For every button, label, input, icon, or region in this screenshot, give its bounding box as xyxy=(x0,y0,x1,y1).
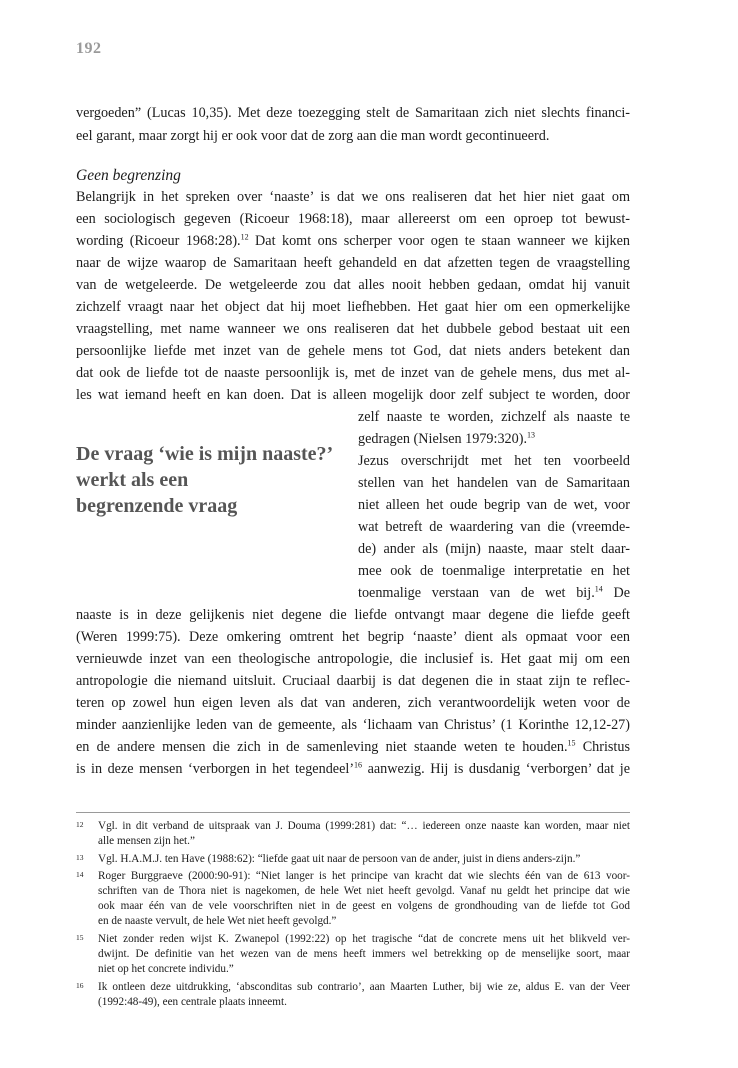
body-line: antropologie die niemand uitsluit. Cruciaal daarbij is dat degenen die in staat zijn te reflec- xyxy=(76,673,630,689)
body-text: Christus xyxy=(575,739,630,755)
pull-quote-line: De vraag ‘wie is mijn naaste?’ xyxy=(76,443,334,465)
body-line: mee ook de toenmalige interpretatie en het xyxy=(358,563,630,579)
footnote-line: Ik ontleen deze uitdrukking, ‘absconditas sub contrario’, aan Maarten Luther, bij wie ze, aldus E. van der Veer xyxy=(98,981,630,993)
footnote-divider xyxy=(76,812,630,813)
body-line: naaste is in deze gelijkenis niet degene die liefde ontvangt maar degene die liefde geeft xyxy=(76,607,630,623)
footnote-ref[interactable]: 13 xyxy=(527,430,536,440)
footnote-line: Niet zonder reden wijst K. Zwanepol (1992:22) op het tragische “dat de concrete mens uit het blikveld ver- xyxy=(98,933,630,945)
body-line xyxy=(76,231,630,251)
body-text: gedragen (Nielsen 1979:320). xyxy=(358,431,528,447)
body-line: van de wetgeleerde. De wetgeleerde zou dat alles nooit hebben gedaan, omdat hij vanuit xyxy=(76,277,630,293)
body-line: vernieuwde inzet van een theologische antropologie, die inclusief is. Het gaat mij om een xyxy=(76,651,630,667)
footnote-ref[interactable]: 12 xyxy=(240,232,249,242)
body-text: wording (Ricoeur 1968:28). xyxy=(76,233,241,249)
footnote-line: schriften van de Thora niet is nagekomen, de hele Wet niet heeft gevolgd. Vanaf nu geldt het principe dat wie xyxy=(98,885,630,897)
footnote-line: Vgl. in dit verband de uitspraak van J. Douma (1999:281) dat: “… iedereen onze naaste kan worden, maar niet xyxy=(98,820,630,832)
body-line: zichzelf vraagt naar het object dat hij moet liefhebben. Het gaat hier om een opmerkelijke xyxy=(76,299,630,315)
footnote-line: (1992:48-49), een centrale plaats inneemt. xyxy=(98,996,287,1008)
footnote-ref[interactable]: 15 xyxy=(567,738,576,748)
body-line: naar de wijze waarop de Samaritaan heeft gehandeld en dat afzetten tegen de vraagstelling xyxy=(76,255,630,271)
body-line: les wat iemand heeft en kan doen. Dat is alleen mogelijk door zelf subject te worden, door xyxy=(76,387,630,403)
footnote-ref[interactable]: 14 xyxy=(594,584,603,594)
body-line xyxy=(76,737,630,757)
body-line: de) ander als (mijn) naaste, maar stelt daar- xyxy=(358,541,630,557)
body-line: Belangrijk in het spreken over ‘naaste’ is dat we ons realiseren dat het hier niet gaat om xyxy=(76,189,630,205)
body-line: Jezus overschrijdt met het ten voorbeeld xyxy=(358,453,630,469)
footnote-line: alle mensen zijn het.” xyxy=(98,835,195,847)
footnote-number: 15 xyxy=(76,933,84,942)
body-text: aanwezig. Hij is dusdanig ‘verborgen’ dat je xyxy=(362,761,630,777)
body-text: toenmalige verstaan van de wet bij. xyxy=(358,585,595,601)
footnote-line: Roger Burggraeve (2000:90-91): “Niet langer is het principe van kracht dat wie slechts één van de 613 voor- xyxy=(98,870,630,882)
body-line: vergoeden” (Lucas 10,35). Met deze toezegging stelt de Samaritaan zich niet slechts financi- xyxy=(76,105,630,121)
pull-quote-line: werkt als een xyxy=(76,469,189,491)
body-line xyxy=(358,583,630,603)
footnote-line: Vgl. H.A.M.J. ten Have (1988:62): “liefde gaat uit naar de persoon van de ander, juist in diens anders-zijn.” xyxy=(98,853,581,865)
footnote-ref[interactable]: 16 xyxy=(354,760,363,770)
body-line: vraagstelling, met name wanneer we ons realiseren dat het dubbele gebod bestaat uit een xyxy=(76,321,630,337)
footnote-number: 12 xyxy=(76,820,84,829)
body-text: Dat komt ons scherper voor ogen te staan wanneer we kijken xyxy=(248,233,631,249)
footnote-line: ook maar één van de vele voorschriften niet in de geest en volgens de grondhouding van de liefde tot God xyxy=(98,900,630,912)
footnote-line: en de naaste vervult, de hele Wet niet heeft gevolgd.” xyxy=(98,915,337,927)
body-text: en de andere mensen die zich in de samenleving niet staande weten te houden. xyxy=(76,739,568,755)
footnote-number: 16 xyxy=(76,981,84,990)
footnote-number: 14 xyxy=(76,870,84,879)
body-line: teren op zowel hun eigen leven als dat van anderen, zich verantwoordelijk weten voor de xyxy=(76,695,630,711)
body-line: niet alleen het oude begrip van de wet, voor xyxy=(358,497,630,513)
body-line: een sociologisch gegeven (Ricoeur 1968:18), maar allereerst om een oproep tot bewust- xyxy=(76,211,630,227)
footnote-line: dwijnt. De definitie van het wezen van de mens heeft immers wel betrekking op de menselijke soort, maar xyxy=(98,948,630,960)
footnote-number: 13 xyxy=(76,853,84,862)
body-line: persoonlijke liefde met inzet van de gehele mens tot God, dat niets anders betekent dan xyxy=(76,343,630,359)
body-text: is in deze mensen ‘verborgen in het tegendeel’ xyxy=(76,761,355,777)
body-line xyxy=(76,759,630,779)
pull-quote-line: begrenzende vraag xyxy=(76,495,238,517)
section-heading: Geen begrenzing xyxy=(76,167,181,184)
footnote-line: niet op het concrete individu.” xyxy=(98,963,234,975)
body-line: eel garant, maar zorgt hij er ook voor dat de zorg aan die man wordt gecontinueerd. xyxy=(76,128,550,144)
body-line: stellen van het handelen van de Samaritaan xyxy=(358,475,630,491)
body-line xyxy=(358,429,630,449)
body-line: zelf naaste te worden, zichzelf als naaste te xyxy=(358,409,630,425)
body-line: wat betreft de waardering van die (vreemde- xyxy=(358,519,630,535)
body-line: minder aanzienlijke leden van de gemeente, als ‘lichaam van Christus’ (1 Korinthe 12,12-27) xyxy=(76,717,630,733)
pull-quote xyxy=(76,441,346,519)
body-line: (Weren 1999:75). Deze omkering omtrent het begrip ‘naaste’ dient als opmaat voor een xyxy=(76,629,630,645)
body-line: dat ook de liefde tot de naaste persoonlijk is, met de inzet van de gehele mens, dus met al- xyxy=(76,365,630,381)
body-text: De xyxy=(602,585,631,601)
page-number: 192 xyxy=(76,40,102,57)
